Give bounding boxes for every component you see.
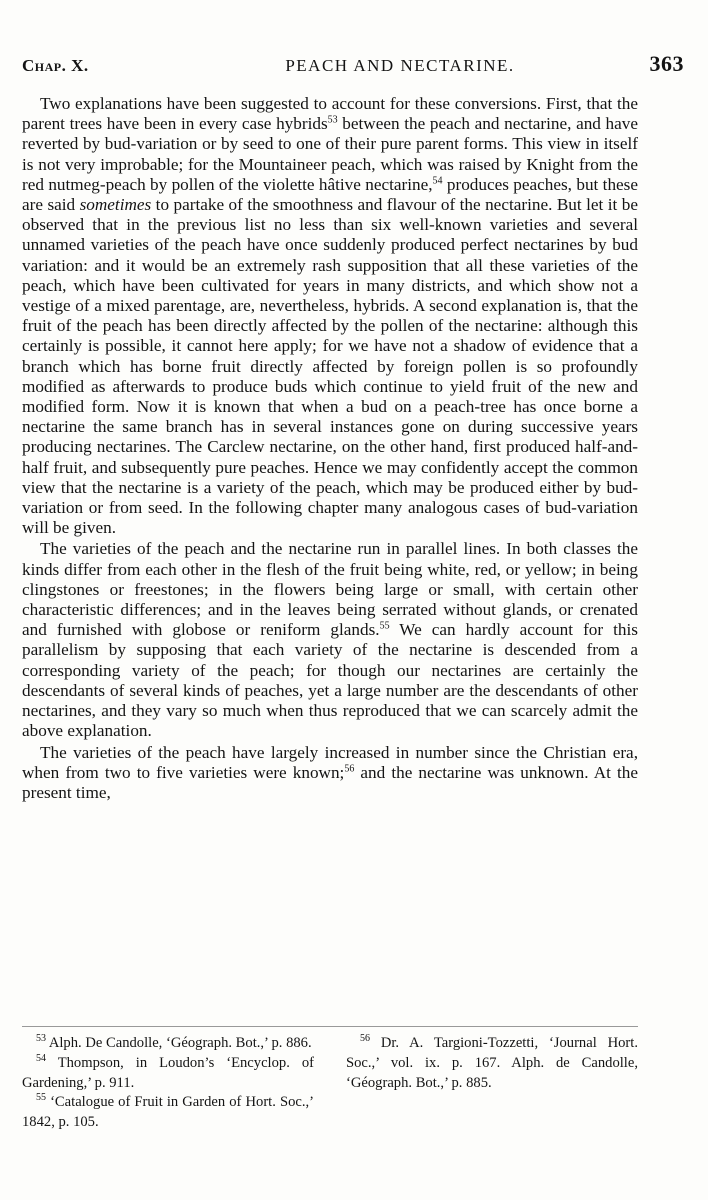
footnote-text: ‘Catalogue of Fruit in Garden of Hort. Soc.,’ 1842, p. 105. <box>22 1094 314 1131</box>
body-text <box>22 94 638 803</box>
footnotes <box>22 1034 638 1133</box>
footnote-divider <box>22 1026 638 1027</box>
footnote <box>346 1034 638 1093</box>
running-title: PEACH AND NECTARINE. <box>285 56 515 75</box>
footnote-number: 53 <box>36 1033 46 1045</box>
paragraph <box>22 94 638 538</box>
footnote-text: Alph. De Candolle, ‘Géograph. Bot.,’ p. 886. <box>46 1035 312 1051</box>
footnote <box>22 1093 314 1133</box>
footnote <box>22 1054 314 1094</box>
footnote-number: 55 <box>36 1092 46 1104</box>
page-number: 363 <box>649 51 684 76</box>
text-run: between the peach and nectarine, and have reverted by bud-variation or by seed to one of their pure parent forms. This view in itself is not very improbable; for the Mountaineer peach, which was raised by Knight from the red nutmeg-peach by pollen of the violette hâtive nectarine, <box>22 114 639 194</box>
footnote-ref: 56 <box>344 762 355 774</box>
text-run: Two explanations have been suggested to account for these conversions. First, that the parent trees have been in every case hybrids <box>22 94 638 134</box>
paragraph <box>22 539 638 741</box>
footnote-text: Dr. A. Targioni-Tozzetti, ‘Journal Hort. Soc.,’ vol. ix. p. 167. Alph. de Candolle, ‘Géograph. Bot.,’ p. 885. <box>346 1035 638 1091</box>
text-run: and the nectarine was unknown. At the present time, <box>22 762 638 802</box>
footnote <box>22 1034 314 1054</box>
text-run: The varieties of the peach have largely increased in number since the Christian era, when from two to five varieties were known; <box>22 742 638 782</box>
footnote-ref: 53 <box>327 114 338 126</box>
footnote-text: Thompson, in Loudon’s ‘Encyclop. of Gardening,’ p. 911. <box>22 1054 314 1091</box>
paragraph <box>22 743 638 804</box>
chapter-label: Chap. X. <box>22 56 89 75</box>
text-run: to partake of the smoothness and flavour of the nectarine. But let it be observed that in the previous list no less than six well-known varieties and several unnamed varieties of the peach have once suddenly produced perfect nectarines by bud variation: and it would be an extremely rash supposition that all these varieties of the peach, which have been cultivated for years in many districts, and which show not a vestige of a mixed parentage, are, nevertheless, hybrids. A second explanation is, that the fruit of the peach has been directly affected by the pollen of the nectarine: although this certainly is possible, it cannot here apply; for we have not a shadow of evidence that a branch which has borne fruit directly affected by foreign pollen is so profoundly modified as afterwards to produce buds which continue to yield fruit of the new and modified form. Now it is known that when a bud on a peach-tree has once borne a nectarine the same branch has in several instances gone on during successive years producing nectarines. The Carclew nectarine, on the other hand, first produced half-and-half fruit, and subsequently pure peaches. Hence we may confidently accept the common view that the nectarine is a variety of the peach, which may be produced either by bud-variation or from seed. In the following chapter many analogous cases of bud-variation will be given. <box>22 195 639 538</box>
footnote-number: 56 <box>360 1033 370 1045</box>
running-header <box>22 48 684 84</box>
footnote-ref: 54 <box>432 175 443 187</box>
text-run: The varieties of the peach and the nectarine run in parallel lines. In both classes the kinds differ from each other in the flesh of the fruit being white, red, or yellow; in being clingstones or freestones; in the flowers being large or small, with certain other characteristic differences; and in the leaves being serrated without glands, or crenated and furnished with globose or reniform glands. <box>22 539 638 640</box>
emphasis-text: sometimes <box>79 195 152 215</box>
footnote-ref: 55 <box>379 620 390 632</box>
text-run: produces peaches, but these are said <box>22 174 638 215</box>
footnote-number: 54 <box>36 1052 46 1064</box>
text-run: We can hardly account for this parallelism by supposing that each variety of the nectarine is descended from a corresponding variety of the peach; for though our nectarines are certainly the descendants of several kinds of peaches, yet a large number are the descendants of other nectarines, and they vary so much when thus reproduced that we can scarcely admit the above explanation. <box>22 620 638 741</box>
